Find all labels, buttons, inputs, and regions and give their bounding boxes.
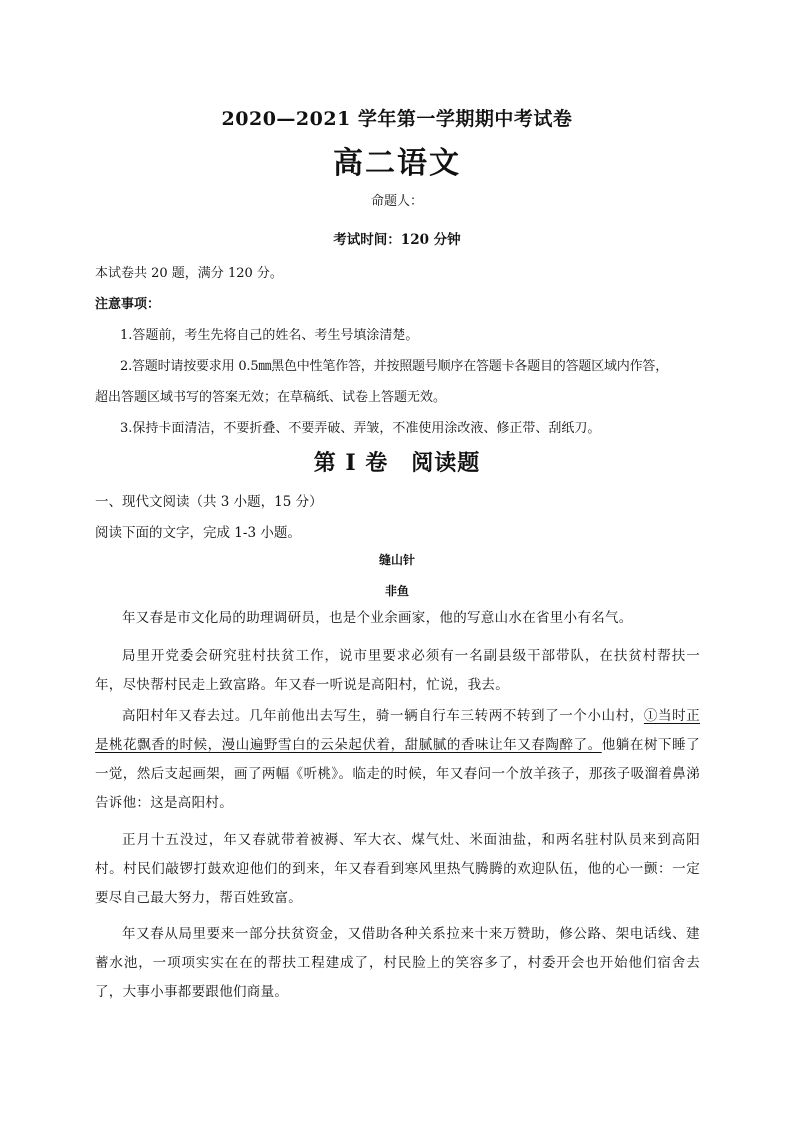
notice-heading: 注意事项：	[95, 297, 161, 312]
exam-summary: 本试卷共 20 题，满分 120 分。	[95, 266, 283, 281]
notice-item-1: 1.答题前，考生先将自己的姓名、考生号填涂清楚。	[120, 328, 419, 343]
article-author: 非鱼	[384, 584, 409, 598]
reading-instruction: 阅读下面的文字，完成 1-3 小题。	[95, 525, 301, 541]
section-title: 第 I 卷 阅读题	[313, 450, 481, 476]
notice-item-2-line-1: 2.答题时请按要求用 0.5㎜黑色中性笔作答，并按照题号顺序在答题卡各题目的答题区域内作答，	[120, 359, 669, 374]
article-paragraph-5: 年又春从局里要来一部分扶贫资金，又借助各种关系拉来十来万赞助，修公路、架电话线、建蓄水池，一项项实实在在的帮扶工程建成了，村民脸上的笑容多了，村委开会也开始他们宿舍去了，大事小事都要跟他们商量。	[95, 926, 700, 1000]
subject-title: 高二语文	[333, 146, 461, 181]
article-paragraph-2: 局里开党委会研究驻村扶贫工作，说市里要求必须有一名副县级干部带队，在扶贫村帮扶一年，尽快帮村民走上致富路。年又春一听说是高阳村，忙说，我去。	[95, 648, 700, 693]
notice-item-2-line-2: 超出答题区域书写的答案无效；在草稿纸、试卷上答题无效。	[95, 390, 447, 405]
article-paragraph-4: 正月十五没过，年又春就带着被褥、军大衣、煤气灶、米面油盐，和两名驻村队员来到高阳村。村民们敲锣打鼓欢迎他们的到来，年又春看到寒风里热气腾腾的欢迎队伍，他的心一颤：一定要尽自己最大努力，帮百姓致富。	[95, 832, 700, 906]
article-title: 缝山针	[378, 553, 415, 567]
paragraph-3-text-b: 他躺在树下睡了一觉，然后支起画架，画了两幅《听桃》。临走的时候，年又春问一个放羊孩子，那孩子吸溜着鼻涕告诉他：这是高阳村。	[95, 737, 700, 811]
paragraph-3-text-a: 高阳村年又春去过。几年前他出去写生，骑一辆自行车三转两不转到了一个小山村，	[122, 708, 644, 724]
article-paragraph-3	[95, 702, 700, 818]
underlined-sentence-1: ①当时正是桃花飘香的时候，漫山遍野雪白的云朵起伏着，甜腻腻的香味让年又春陶醉了。	[95, 708, 700, 753]
part-heading: 一、现代文阅读（共 3 小题，15 分）	[95, 494, 323, 510]
notice-item-3: 3.保持卡面清洁，不要折叠、不要弄破、弄皱，不准使用涂改液、修正带、刮纸刀。	[120, 421, 601, 436]
article-paragraph-1: 年又春是市文化局的助理调研员，也是个业余画家，他的写意山水在省里小有名气。	[122, 610, 633, 626]
exam-time: 考试时间：120 分钟	[333, 232, 461, 248]
author-label: 命题人：	[370, 194, 423, 209]
exam-title: 2020—2021 学年第一学期期中考试卷	[221, 108, 573, 130]
